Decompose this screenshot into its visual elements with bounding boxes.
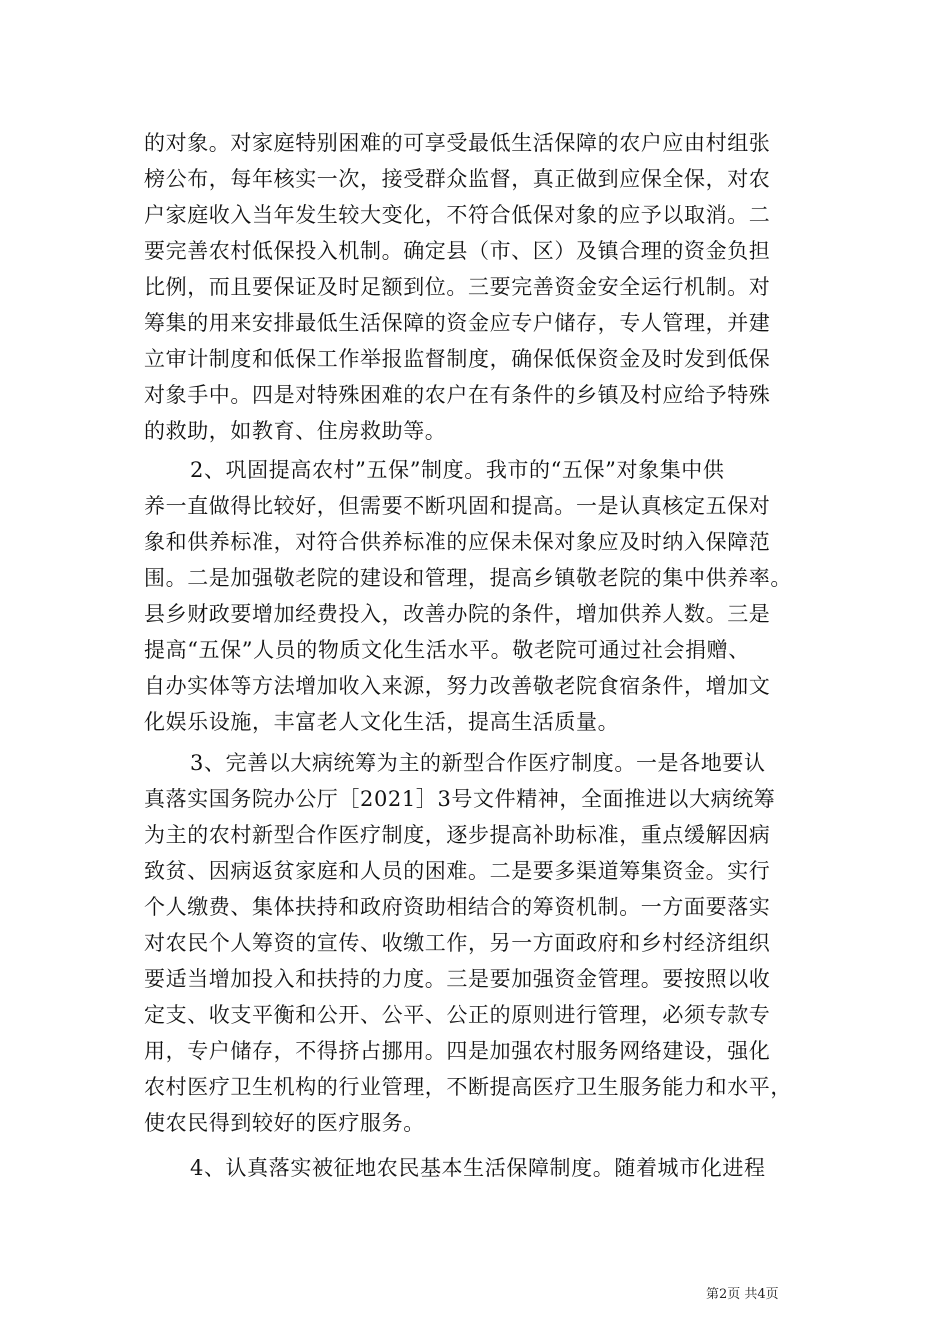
body-line: 真落实国务院办公厅［2021］3号文件精神，全面推进以大病统筹: [144, 787, 776, 811]
body-line: 要完善农村低保投入机制。确定县（市、区）及镇合理的资金负担: [144, 239, 771, 263]
body-line: 户家庭收入当年发生较大变化，不符合低保对象的应予以取消。二: [144, 203, 771, 227]
body-line: 比例，而且要保证及时足额到位。三要完善资金安全运行机制。对: [144, 275, 771, 299]
body-line: 用，专户储存，不得挤占挪用。四是加强农村服务网络建设，强化: [144, 1039, 771, 1063]
body-line: 榜公布，每年核实一次，接受群众监督，真正做到应保全保，对农: [144, 167, 771, 191]
paragraph-3-first-line: 3、完善以大病统筹为主的新型合作医疗制度。一是各地要认: [190, 751, 766, 775]
body-line: 要适当增加投入和扶持的力度。三是要加强资金管理。要按照以收: [144, 967, 771, 991]
page-number: 第2页 共4页: [706, 1287, 779, 1302]
body-line: 使农民得到较好的医疗服务。: [144, 1111, 425, 1135]
body-line: 提高“五保”人员的物质文化生活水平。敬老院可通过社会捐赠、: [144, 638, 750, 662]
body-line: 定支、收支平衡和公开、公平、公正的原则进行管理，必须专款专: [144, 1003, 771, 1027]
body-line: 的对象。对家庭特别困难的可享受最低生活保障的农户应由村组张: [144, 131, 771, 155]
body-line: 个人缴费、集体扶持和政府资助相结合的筹资机制。一方面要落实: [144, 895, 771, 919]
body-line: 县乡财政要增加经费投入，改善办院的条件，增加供养人数。三是: [144, 602, 771, 626]
body-line: 致贫、因病返贫家庭和人员的困难。二是要多渠道筹集资金。实行: [144, 859, 771, 883]
body-line: 农村医疗卫生机构的行业管理，不断提高医疗卫生服务能力和水平，: [144, 1075, 792, 1099]
paragraph-2-first-line: 2、巩固提高农村”五保”制度。我市的“五保”对象集中供: [190, 458, 725, 482]
paragraph-4-first-line: 4、认真落实被征地农民基本生活保障制度。随着城市化进程: [190, 1156, 766, 1180]
body-line: 围。二是加强敬老院的建设和管理，提高乡镇敬老院的集中供养率。: [144, 566, 792, 590]
body-line: 养一直做得比较好，但需要不断巩固和提高。一是认真核定五保对: [144, 494, 771, 518]
body-line: 对农民个人筹资的宣传、收缴工作，另一方面政府和乡村经济组织: [144, 931, 771, 955]
body-line: 的救助，如教育、住房救助等。: [144, 419, 447, 443]
body-line: 立审计制度和低保工作举报监督制度，确保低保资金及时发到低保: [144, 347, 771, 371]
body-line: 筹集的用来安排最低生活保障的资金应专户储存，专人管理，并建: [144, 311, 771, 335]
body-line: 对象手中。四是对特殊困难的农户在有条件的乡镇及村应给予特殊: [144, 383, 771, 407]
body-line: 为主的农村新型合作医疗制度，逐步提高补助标准，重点缓解因病: [144, 823, 771, 847]
body-line: 象和供养标准，对符合供养标准的应保未保对象应及时纳入保障范: [144, 530, 771, 554]
body-line: 自办实体等方法增加收入来源，努力改善敬老院食宿条件，增加文: [144, 674, 771, 698]
body-line: 化娱乐设施，丰富老人文化生活，提高生活质量。: [144, 710, 620, 734]
